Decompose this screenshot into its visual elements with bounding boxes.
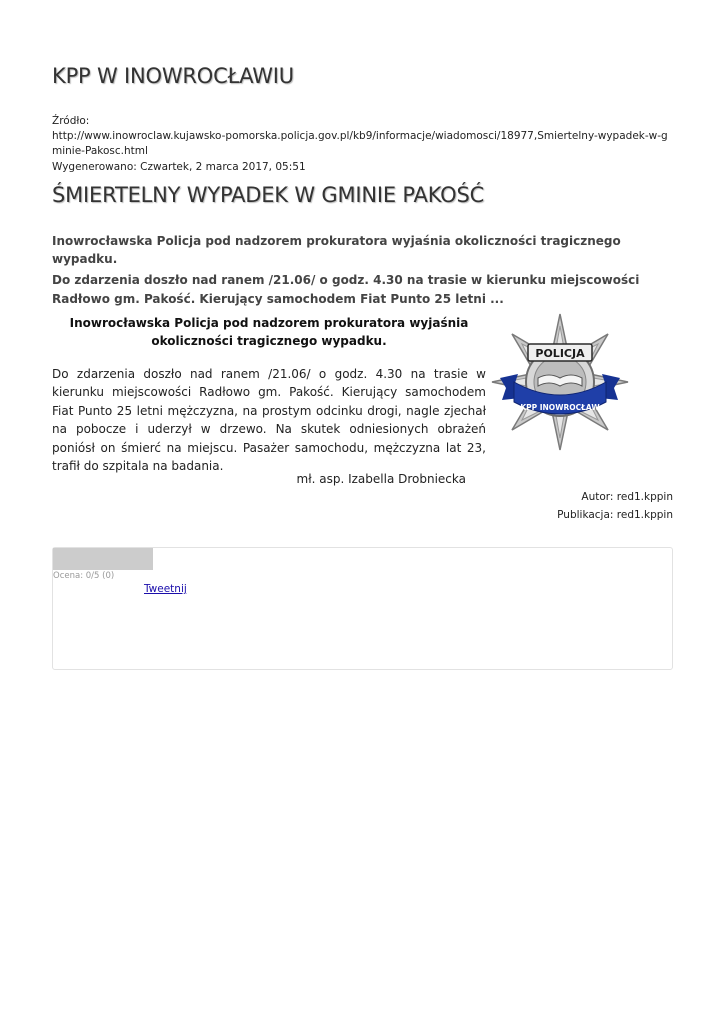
source-label: Źródło:: [52, 115, 90, 127]
article-lead-summary: Inowrocławska Policja pod nadzorem prokuratora wyjaśnia okoliczności tragicznego wypadku.: [52, 234, 621, 266]
article-signature: mł. asp. Izabella Drobniecka: [296, 472, 466, 486]
generated-date: Wygenerowano: Czwartek, 2 marca 2017, 05:51: [52, 160, 306, 173]
article-title: ŚMIERTELNY WYPADEK W GMINIE PAKOŚĆ: [52, 183, 485, 207]
rating-stars-bar[interactable]: [53, 548, 153, 570]
source-url[interactable]: http://www.inowroclaw.kujawsko-pomorska.policja.gov.pl/kb9/informacje/wiadomosci/18977,Smiertelny-wypadek-w-gminie-Pakosc.html: [52, 130, 668, 158]
police-star-badge-icon: [490, 312, 630, 452]
badge-ribbon-text: KPP INOWROCŁAW: [520, 403, 600, 412]
site-title: KPP W INOWROCŁAWIU: [52, 64, 294, 88]
article-body: Do zdarzenia doszło nad ranem /21.06/ o godz. 4.30 na trasie w kierunku miejscowości Radłowo gm. Pakość. Kierujący samochodem Fiat Punto 25 letni mężczyzna, na prostym odcinku drogi, nagle zjechał na pobocze i uderzył w drzewo. Na skutek odniesionych obrażeń poniósł on śmierć na miejscu. Pasażer samochodu, mężczyzna lat 23, trafił do szpitala na badania.: [52, 367, 486, 474]
tweet-link[interactable]: Tweetnij: [144, 583, 187, 595]
rating-panel: [52, 547, 673, 670]
article-sub-heading: Inowrocławska Policja pod nadzorem prokuratora wyjaśnia okoliczności tragicznego wypadku.: [69, 316, 469, 348]
source-meta: [52, 114, 673, 175]
article-lead-intro: Do zdarzenia doszło nad ranem /21.06/ o godz. 4.30 na trasie w kierunku miejscowości Radłowo gm. Pakość. Kierujący samochodem Fiat Punto 25 letni ...: [52, 273, 640, 306]
article-author: Autor: red1.kppin: [581, 491, 673, 503]
article-publication: Publikacja: red1.kppin: [557, 509, 673, 521]
badge-top-text: POLICJA: [535, 347, 585, 360]
rating-score: Ocena: 0/5 (0): [53, 571, 115, 581]
